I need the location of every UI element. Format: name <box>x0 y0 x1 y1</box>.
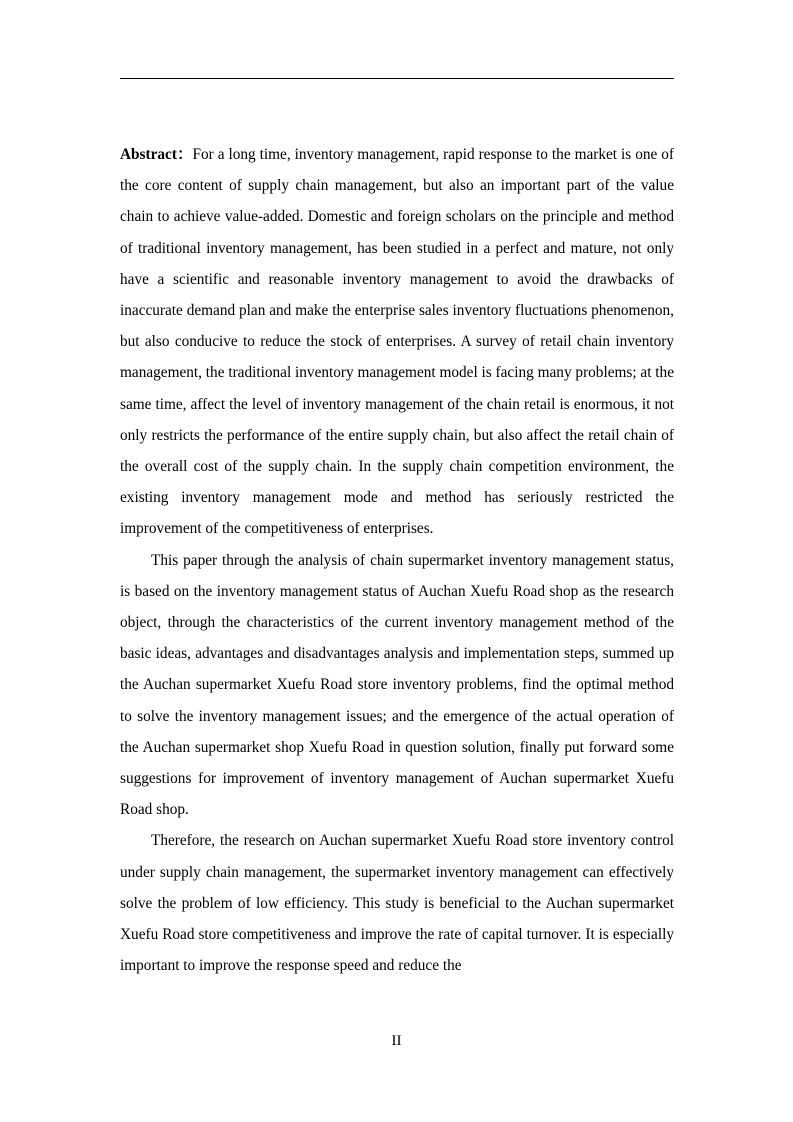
abstract-paragraph-1 <box>120 139 674 545</box>
abstract-paragraph-2: This paper through the analysis of chain supermarket inventory management status, is based on the inventory management status of Auchan Xuefu Road shop as the research object, through the characteristics of the current inventory management method of the basic ideas, advantages and disadvantages analysis and implementation steps, summed up the Auchan supermarket Xuefu Road store inventory problems, find the optimal method to solve the inventory management issues; and the emergence of the actual operation of the Auchan supermarket shop Xuefu Road in question solution, finally put forward some suggestions for improvement of inventory management of Auchan supermarket Xuefu Road shop. <box>120 551 674 819</box>
abstract-paragraph-3: Therefore, the research on Auchan supermarket Xuefu Road store inventory control under supply chain management, the supermarket inventory management can effectively solve the problem of low efficiency. This study is beneficial to the Auchan supermarket Xuefu Road store competitiveness and improve the rate of capital turnover. It is especially important to improve the response speed and reduce the <box>120 832 674 975</box>
page-number: II <box>391 1033 402 1049</box>
abstract-section <box>120 139 674 981</box>
header-rule <box>120 78 674 79</box>
abstract-paragraph-1-text: For a long time, inventory management, rapid response to the market is one of the core content of supply chain management, but also an important part of the value chain to achieve value-added. Domestic and foreign scholars on the principle and method of traditional inventory management, has been studied in a perfect and mature, not only have a scientific and reasonable inventory management to avoid the drawbacks of inaccurate demand plan and make the enterprise sales inventory fluctuations phenomenon, but also conducive to reduce the stock of enterprises. A survey of retail chain inventory management, the traditional inventory management model is facing many problems; at the same time, affect the level of inventory management of the chain retail is enormous, it not only restricts the performance of the entire supply chain, but also affect the retail chain of the overall cost of the supply chain. In the supply chain competition environment, the existing inventory management mode and method has seriously restricted the improvement of the competitiveness of enterprises. <box>120 146 674 538</box>
abstract-label: Abstract： <box>120 146 193 163</box>
